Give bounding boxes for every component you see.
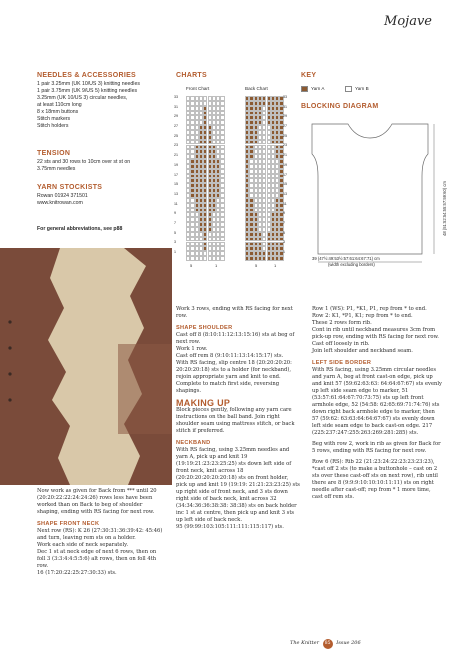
chart-row-number: 11	[283, 201, 287, 206]
chart-row-number: 5	[174, 230, 176, 235]
chart-row-number: 31	[174, 104, 178, 109]
shoulder-line: Work 1 row.	[176, 346, 208, 352]
chart-row-number: 29	[283, 114, 287, 119]
neckband-heading: NECKBAND	[176, 440, 211, 446]
back-chart-label: Back Chart	[245, 86, 268, 91]
chart-row-number: 23	[283, 143, 287, 148]
chart-row-numbers	[174, 95, 184, 260]
shape-front-text	[37, 528, 165, 577]
beg-text: Beg with row 2, work in rib as given for Back for 5 rows, ending with RS facing for next row.	[312, 441, 441, 454]
rib-line: Join left shoulder and neckband seam.	[312, 348, 413, 354]
chart-row-number: 7	[174, 220, 176, 225]
page-title: Mojave	[384, 14, 432, 29]
yarn-b-swatch	[345, 86, 352, 92]
tension-line: 3.75mm needles	[37, 166, 76, 172]
chart-row-number: 7	[283, 220, 285, 225]
chart-row-number: 19	[174, 162, 178, 167]
neckband-text: With RS facing, using 3.25mm needles and yarn A, pick up and knit 19 (19:19:21:23:23:25:25) sts down left side of front neck, knit across 18 (20:20:20:20:20:20:18) sts on front holder, pick up and knit 19 (19:19: 21:21:23:23:25) sts up right side of front neck, and 3 sts down right side of back neck, knit across 32 (34:34:36:36:38:38: 38:38) sts on back holder inc 1 st at centre, then pick up and knit 3 sts up left side of back neck.	[176, 447, 300, 523]
col2-text	[176, 306, 300, 531]
chart-row-number: 31	[283, 104, 287, 109]
tension-heading: TENSION	[37, 150, 71, 157]
yarn-line: www.knitrowan.com	[37, 200, 83, 206]
needles-line: 3.25mm (UK 10/US 3) circular needles,	[37, 95, 128, 101]
chart-row-number: 23	[174, 143, 178, 148]
chart-row-number: 15	[174, 182, 178, 187]
chart-row-numbers-right	[283, 95, 293, 260]
front-chart-label: Front Chart	[186, 86, 210, 91]
chart-row-number: 9	[283, 211, 285, 216]
width-label: 39 (47½:49:53½:57:61:64:67:71) cm	[312, 256, 380, 261]
rib-line: Cast off loosely in rib.	[312, 341, 370, 347]
chart-row-number: 5	[283, 230, 285, 235]
shoulder-line: Cast off rem 8 (9:10:11:13:14:15:17) sts.	[176, 353, 284, 359]
shape-front-line: 16 (17:20:22:25:27:30:33) sts.	[37, 570, 117, 576]
stitch-number: 1	[274, 263, 277, 268]
chart-row-number: 27	[283, 124, 287, 129]
neckband-total: 95 (99:99:103:105:111:111:115:117) sts.	[176, 524, 284, 530]
chart-row-number: 19	[283, 162, 287, 167]
chart-row-number: 1	[283, 250, 285, 254]
chart-row-number: 25	[283, 133, 287, 138]
needles-heading: NEEDLES & ACCESSORIES	[37, 72, 137, 79]
needles-line: 8 x 18mm buttons	[37, 109, 79, 115]
chart-row-number: 15	[283, 182, 287, 187]
stitch-number: 5	[255, 263, 258, 268]
chart-row-number: 21	[283, 153, 287, 158]
yarn-text	[37, 193, 167, 207]
shape-front-line: Dec 1 st at neck edge of next 6 rows, then on foll 3 (3:3:4:4:5:5:6) alt rows, then on foll 4th row.	[37, 549, 157, 569]
page-number-badge: 85	[323, 639, 333, 649]
needles-line: 1 pair 3.25mm (UK 10/US 3) knitting needles	[37, 81, 140, 87]
charts-heading: CHARTS	[176, 72, 207, 79]
chart-row-number: 27	[174, 124, 178, 129]
shape-front-line: Next row (RS): K 26 (27:30:31:36:39:42: 45:46) and turn, leaving rem sts on a holder.	[37, 528, 163, 541]
blocking-diagram	[300, 116, 450, 276]
chart-row-number: 29	[174, 114, 178, 119]
col3-text	[312, 306, 442, 501]
tension-section	[37, 150, 167, 173]
garment-outline	[312, 124, 428, 254]
shoulder-line: Cast off 8 (8:10:11:12:13:15:16) sts at beg of next row.	[176, 332, 295, 345]
height-label: 48 (51:52:54:55:57:59:60) cm	[442, 181, 447, 236]
abbreviations-note: For general abbreviations, see p88	[37, 226, 123, 232]
making-up-text: Block pieces gently, following any yarn care instructions on the ball band. Join right shoulder seam using mattress stitch, or back stitch if preferred.	[176, 407, 295, 434]
chart-row-number: 3	[174, 240, 176, 245]
yarn-a-swatch	[301, 86, 308, 92]
garment-photo	[0, 248, 172, 485]
blocking-diagram-heading: BLOCKING DIAGRAM	[301, 103, 379, 110]
front-chart	[186, 96, 225, 261]
footer-issue: Issue 206	[336, 640, 361, 646]
rib-line: These 2 rows form rib.	[312, 320, 372, 326]
yarn-heading: YARN STOCKISTS	[37, 184, 103, 191]
rib-line: Row 1 (WS): P1, *K1, P1, rep from * to end.	[312, 306, 427, 312]
yarn-section	[37, 184, 167, 207]
stitch-number: 5	[190, 263, 193, 268]
shape-front-heading: SHAPE FRONT NECK	[37, 521, 100, 527]
chart-row-number: 25	[174, 133, 178, 138]
chart-row-number: 9	[174, 211, 176, 216]
chart-row-number: 21	[174, 153, 178, 158]
rib-line: Cont in rib until neckband measures 3cm from pick-up row, ending with RS facing for next row.	[312, 327, 439, 340]
col1-intro: Now work as given for Back from *** until 20 (20:20:22:22:24:24:26) rows less have been worked than on Back to beg of shoulder shaping, ending with RS facing for next row.	[37, 488, 157, 515]
left-border-text: With RS facing, using 3.25mm circular needles and yarn A, beg at front cast-on edge, pick up and knit 57 (59:62:63:63: 64:64:67:67) sts evenly up left side seam edge to marker, 51 (53:57:61:64:67:70:73:75) sts up left front armhole edge, 52 (54:58: 62:65:69:71:74:76) sts down right back armhole edge to marker, then 57 (59:62: 63:63:64:64:67:67) sts evenly down left side seam edge to back cast-on edge. 217 (225:237:247:255:263:269:281:285) sts.	[312, 367, 442, 436]
needles-list	[37, 81, 167, 130]
width-note: (width excluding borders)	[328, 262, 375, 267]
chart-row-number: 17	[283, 172, 287, 177]
chart-row-number: 3	[283, 240, 285, 245]
shoulder-line: With RS facing, slip centre 18 (20:20:20:20: 20:20:20:18) sts to a holder (for neckband), rejoin appropriate yarn and knit to end. Complete to match first side, reversing shapings.	[176, 360, 292, 394]
chart-row-number: 1	[174, 250, 176, 254]
yarn-a-label: Yarn A	[311, 86, 325, 91]
stitch-number: 1	[215, 263, 218, 268]
key-heading: KEY	[301, 72, 317, 79]
col1-text	[37, 488, 165, 577]
chart-row-number: 17	[174, 172, 178, 177]
shape-front-line: Work each side of neck separately.	[37, 542, 129, 548]
yarn-b-label: Yarn B	[355, 86, 369, 91]
chart-row-number: 13	[283, 191, 287, 196]
chart-cell	[220, 256, 224, 261]
tension-line: 22 sts and 30 rows to 10cm over st st on	[37, 159, 131, 165]
shoulder-text	[176, 332, 300, 395]
chart-row-number: 33	[174, 95, 178, 99]
tension-text	[37, 159, 167, 173]
rib-line: Row 2: K1, *P1, K1; rep from * to end.	[312, 313, 413, 319]
yarn-line: Rowan 01924 371501	[37, 193, 88, 199]
chart-row-number: 13	[174, 191, 178, 196]
needles-line: 1 pair 3.75mm (UK 9/US 5) knitting needles	[37, 88, 138, 94]
needles-section	[37, 72, 167, 130]
chart-row-number: 11	[174, 201, 178, 206]
footer-magazine: The Knitter	[290, 640, 320, 646]
needles-line: Stitch markers	[37, 116, 71, 122]
footer	[290, 639, 361, 649]
garment-photo-image	[0, 248, 172, 485]
needles-line: Stitch holders	[37, 123, 69, 129]
left-border-heading: LEFT SIDE BORDER	[312, 360, 372, 366]
making-up-heading: MAKING UP	[176, 398, 231, 408]
col2-intro: Work 3 rows, ending with RS facing for next row.	[176, 306, 293, 319]
chart-row-number: 33	[283, 95, 287, 99]
rib-text	[312, 306, 442, 355]
row6-text: Row 6 (RS): Rib 22 (21:23:24:22:23:23:23:23), *cast off 2 sts (to make a buttonhole – cast on 2 sts over these cast-off sts on next row), rib until there are 8 (9:9:9:10:10:10:11:11) sts on right needle after cast-off; rep from * 1 more time, cast off rem sts.	[312, 459, 438, 500]
back-chart	[245, 96, 284, 261]
shoulder-heading: SHAPE SHOULDER	[176, 325, 233, 331]
needles-line: at least 110cm long	[37, 102, 82, 108]
